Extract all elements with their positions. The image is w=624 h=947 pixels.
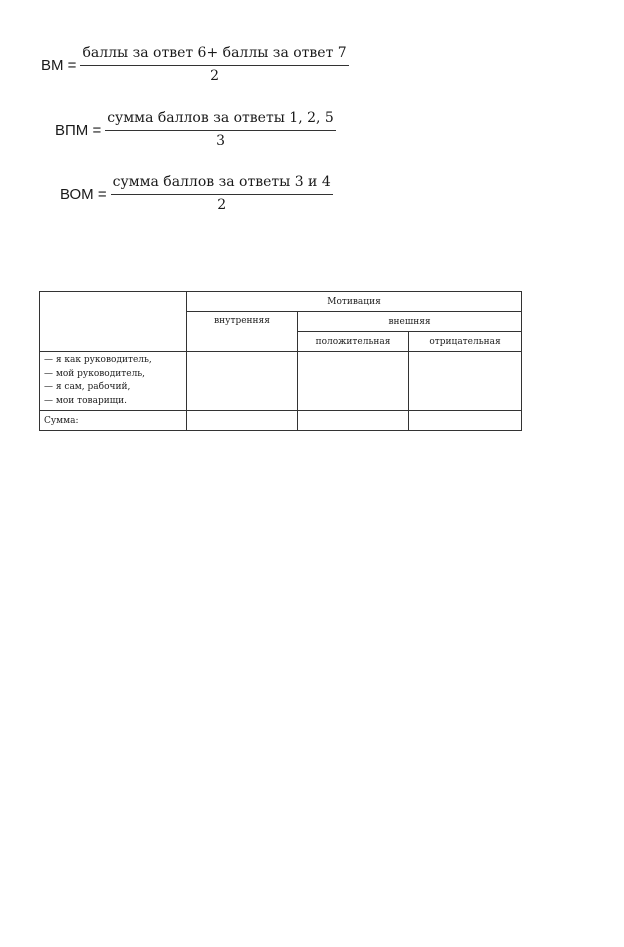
fraction — [105, 110, 336, 150]
positive-header: положительная — [298, 332, 409, 352]
fraction-numerator: сумма баллов за ответы 1, 2, 5 — [105, 110, 336, 131]
fraction — [80, 45, 348, 85]
list-item: — мои товарищи. — [44, 395, 127, 406]
positive-value-cell — [298, 352, 409, 411]
formula-lhs: ВПМ = — [55, 121, 102, 139]
motivation-table — [39, 291, 522, 431]
table-row — [40, 411, 522, 431]
internal-header: внутренняя — [187, 312, 298, 352]
sum-positive-cell — [298, 411, 409, 431]
row-items — [44, 352, 182, 410]
negative-header: отрицательная — [409, 332, 522, 352]
external-header: внешняя — [298, 312, 522, 332]
formula-vm — [41, 45, 349, 85]
sum-negative-cell — [409, 411, 522, 431]
table-row — [40, 292, 522, 312]
list-item: — я сам, рабочий, — [44, 382, 131, 392]
fraction-denominator: 2 — [217, 197, 227, 213]
fraction-numerator: баллы за ответ 6+ баллы за ответ 7 — [80, 45, 348, 66]
fraction-denominator: 3 — [216, 133, 225, 149]
list-item: — мой руководитель, — [44, 368, 146, 379]
sum-internal-cell — [187, 411, 298, 431]
motivation-header: Мотивация — [187, 292, 522, 312]
negative-value-cell — [409, 352, 522, 411]
row-label-cell — [40, 352, 187, 411]
fraction-numerator: сумма баллов за ответы 3 и 4 — [111, 174, 333, 195]
empty-corner-cell — [40, 292, 187, 352]
formula-vpm — [55, 110, 336, 150]
list-item: — я как руководитель, — [44, 355, 152, 365]
internal-value-cell — [187, 352, 298, 411]
fraction — [111, 174, 333, 214]
fraction-denominator: 2 — [210, 68, 220, 84]
formula-lhs: ВОМ = — [60, 185, 107, 203]
sum-label: Сумма: — [40, 411, 187, 431]
table-row — [40, 352, 522, 411]
formula-vom — [60, 174, 333, 214]
formula-lhs: ВМ = — [41, 56, 77, 74]
